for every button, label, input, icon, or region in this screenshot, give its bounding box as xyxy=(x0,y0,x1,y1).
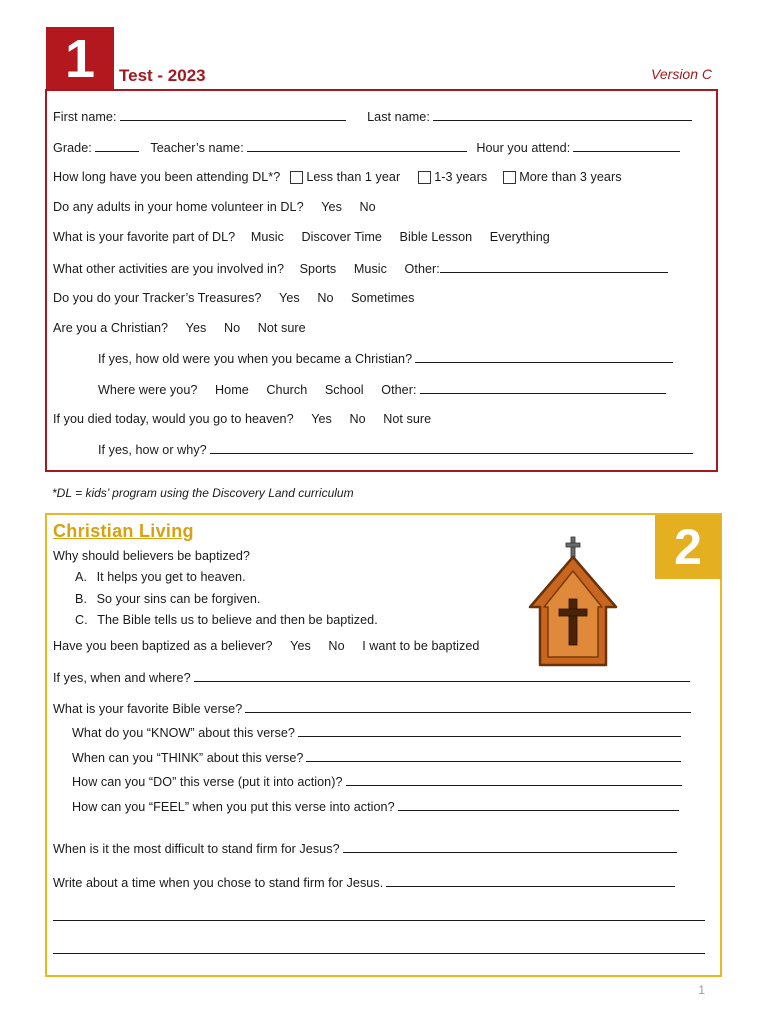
do-row xyxy=(72,774,682,789)
last-name-label: Last name: xyxy=(367,110,430,124)
been-baptized-option-want[interactable]: I want to be baptized xyxy=(362,639,480,653)
checkbox-less-than-1-year[interactable] xyxy=(290,171,303,184)
option-text-c: The Bible tells us to believe and then be baptized. xyxy=(97,613,378,627)
hour-field[interactable] xyxy=(573,140,680,152)
option-text-a: It helps you get to heaven. xyxy=(96,570,246,584)
checkbox-1-3-years[interactable] xyxy=(418,171,431,184)
first-name-field[interactable] xyxy=(120,109,346,121)
favorite-question: What is your favorite part of DL? xyxy=(53,230,236,244)
grade-row xyxy=(53,140,680,155)
think-row xyxy=(72,750,681,765)
difficult-field[interactable] xyxy=(343,841,677,853)
feel-row xyxy=(72,799,679,814)
verse-row xyxy=(53,701,691,716)
version-label: Version C xyxy=(651,66,712,82)
christian-option-yes[interactable]: Yes xyxy=(185,321,207,335)
write-field[interactable] xyxy=(386,875,675,887)
know-row xyxy=(72,725,681,740)
teacher-field[interactable] xyxy=(247,140,467,152)
favorite-option-discover-time[interactable]: Discover Time xyxy=(301,230,382,244)
do-field[interactable] xyxy=(346,774,682,786)
been-baptized-option-yes[interactable]: Yes xyxy=(290,639,311,653)
christian-question: Are you a Christian? xyxy=(53,321,169,335)
activities-question: What other activities are you involved in? xyxy=(53,262,285,276)
activities-other-field[interactable] xyxy=(440,261,668,273)
attending-question: How long have you been attending DL*? xyxy=(53,170,281,184)
favorite-option-music[interactable]: Music xyxy=(250,230,284,244)
option-less-than-1-year: Less than 1 year xyxy=(306,170,401,184)
how-field[interactable] xyxy=(210,442,693,454)
adults-option-yes[interactable]: Yes xyxy=(321,200,342,214)
option-more-than-3-years: More than 3 years xyxy=(519,170,622,184)
how-question: If yes, how or why? xyxy=(98,443,207,457)
test-title: Test - 2023 xyxy=(119,66,206,85)
adults-option-no[interactable]: No xyxy=(359,200,376,214)
baptized-option-b[interactable] xyxy=(75,592,260,606)
heaven-option-yes[interactable]: Yes xyxy=(311,412,332,426)
write-line-3 xyxy=(53,942,705,957)
page-number: 1 xyxy=(698,983,705,997)
where-option-home[interactable]: Home xyxy=(215,383,249,397)
section-number-2 xyxy=(655,515,721,579)
option-letter-b: B. xyxy=(75,592,87,606)
do-question: How can you “DO” this verse (put it into action)? xyxy=(72,775,343,789)
heaven-option-no[interactable]: No xyxy=(349,412,366,426)
teacher-label: Teacher’s name: xyxy=(150,141,244,155)
activities-option-other: Other: xyxy=(404,262,440,276)
when-where-question: If yes, when and where? xyxy=(53,671,191,685)
write-question: Write about a time when you chose to stand firm for Jesus. xyxy=(53,876,384,890)
write-field-line-2[interactable] xyxy=(53,909,705,921)
how-row xyxy=(98,442,693,457)
favorite-row xyxy=(53,230,550,244)
verse-question: What is your favorite Bible verse? xyxy=(53,702,243,716)
think-field[interactable] xyxy=(306,750,681,762)
christian-row xyxy=(53,321,306,335)
tracker-row xyxy=(53,291,415,305)
activities-option-music[interactable]: Music xyxy=(353,262,387,276)
hour-label: Hour you attend: xyxy=(476,141,571,155)
section-number-1 xyxy=(46,27,114,90)
adults-question: Do any adults in your home volunteer in DL? xyxy=(53,200,304,214)
write-line-2 xyxy=(53,909,705,924)
attending-row xyxy=(53,170,622,184)
been-baptized-row xyxy=(53,639,479,653)
favorite-option-bible-lesson[interactable]: Bible Lesson xyxy=(399,230,473,244)
baptized-question: Why should believers be baptized? xyxy=(53,549,250,563)
feel-field[interactable] xyxy=(398,799,679,811)
think-question: When can you “THINK” about this verse? xyxy=(72,751,304,765)
write-row xyxy=(53,875,675,890)
church-icon xyxy=(524,535,624,671)
been-baptized-option-no[interactable]: No xyxy=(328,639,345,653)
where-row xyxy=(98,382,666,397)
where-question: Where were you? xyxy=(98,383,198,397)
adults-row xyxy=(53,200,376,214)
where-option-school[interactable]: School xyxy=(324,383,364,397)
last-name-field[interactable] xyxy=(433,109,692,121)
feel-question: How can you “FEEL” when you put this verse into action? xyxy=(72,800,395,814)
tracker-option-yes[interactable]: Yes xyxy=(279,291,300,305)
heaven-row xyxy=(53,412,431,426)
know-field[interactable] xyxy=(298,725,681,737)
been-baptized-question: Have you been baptized as a believer? xyxy=(53,639,273,653)
checkbox-more-than-3-years[interactable] xyxy=(503,171,516,184)
heaven-option-not-sure[interactable]: Not sure xyxy=(383,412,432,426)
favorite-option-everything[interactable]: Everything xyxy=(489,230,550,244)
verse-field[interactable] xyxy=(245,701,691,713)
age-row xyxy=(98,351,673,366)
tracker-option-sometimes[interactable]: Sometimes xyxy=(351,291,415,305)
difficult-row xyxy=(53,841,677,856)
heaven-question: If you died today, would you go to heaven? xyxy=(53,412,294,426)
where-option-other: Other: xyxy=(381,383,417,397)
activities-row xyxy=(53,261,668,276)
christian-option-no[interactable]: No xyxy=(223,321,241,335)
tracker-question: Do you do your Tracker’s Treasures? xyxy=(53,291,262,305)
option-letter-a: A. xyxy=(75,570,87,584)
section-number-2-label: 2 xyxy=(674,519,702,575)
grade-field[interactable] xyxy=(95,140,139,152)
footnote: *DL = kids’ program using the Discovery Land curriculum xyxy=(52,486,354,500)
section-2-title: Christian Living xyxy=(53,521,194,541)
baptized-row xyxy=(53,549,250,563)
difficult-question: When is it the most difficult to stand firm for Jesus? xyxy=(53,842,340,856)
option-text-b: So your sins can be forgiven. xyxy=(96,592,261,606)
when-where-field[interactable] xyxy=(194,670,690,682)
first-name-label: First name: xyxy=(53,110,117,124)
option-letter-c: C. xyxy=(75,613,88,627)
christian-option-not-sure[interactable]: Not sure xyxy=(257,321,306,335)
write-field-line-3[interactable] xyxy=(53,942,705,954)
when-where-row xyxy=(53,670,690,685)
name-row xyxy=(53,109,692,124)
know-question: What do you “KNOW” about this verse? xyxy=(72,726,295,740)
option-1-3-years: 1-3 years xyxy=(434,170,488,184)
age-field[interactable] xyxy=(415,351,673,363)
where-option-church[interactable]: Church xyxy=(266,383,308,397)
where-other-field[interactable] xyxy=(420,382,666,394)
section-number-1-label: 1 xyxy=(64,28,96,89)
age-question: If yes, how old were you when you became a Christian? xyxy=(98,352,413,366)
baptized-option-a[interactable] xyxy=(75,570,246,584)
grade-label: Grade: xyxy=(53,141,92,155)
tracker-option-no[interactable]: No xyxy=(317,291,334,305)
baptized-option-c[interactable] xyxy=(75,613,378,627)
activities-option-sports[interactable]: Sports xyxy=(299,262,337,276)
